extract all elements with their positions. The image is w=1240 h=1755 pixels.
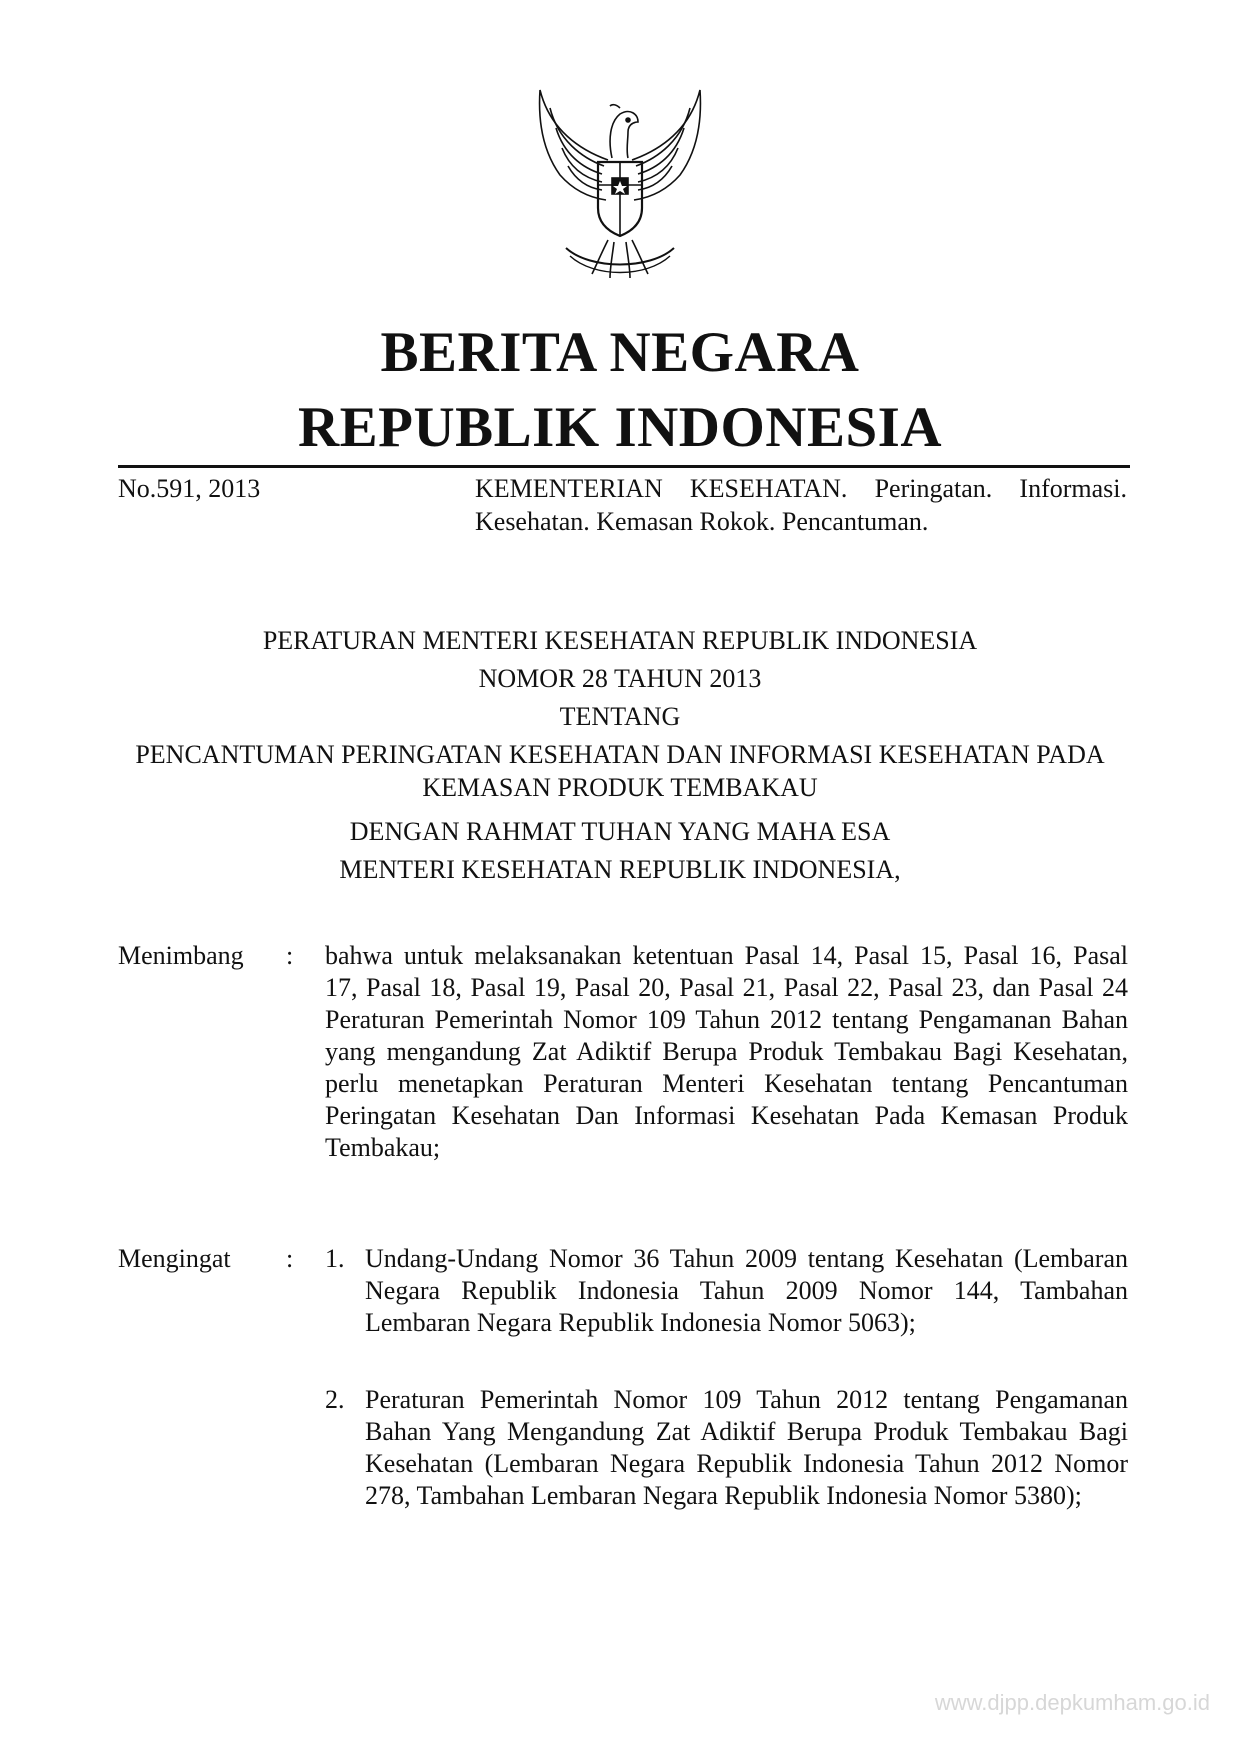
regulation-subject: PENCANTUMAN PERINGATAN KESEHATAN DAN INFORMASI KESEHATAN PADA KEMASAN PRODUK TEMBAKAU bbox=[135, 740, 1105, 802]
mengingat-item-text: Undang-Undang Nomor 36 Tahun 2009 tentang Kesehatan (Lembaran Negara Republik Indonesia Tahun 2009 Nomor 144, Tambahan Lembaran Negara Republik Indonesia Nomor 5063); bbox=[365, 1244, 1128, 1337]
mengingat-item-number: 2. bbox=[325, 1385, 345, 1414]
garuda-emblem-icon bbox=[520, 80, 720, 290]
mengingat-colon: : bbox=[286, 1244, 294, 1273]
masthead-title-line1: BERITA NEGARA bbox=[380, 321, 860, 384]
header-divider bbox=[118, 465, 1130, 468]
mengingat-item-number: 1. bbox=[325, 1244, 345, 1273]
menimbang-colon: : bbox=[286, 941, 294, 970]
notice-subject: KEMENTERIAN KESEHATAN. Peringatan. Informasi. Kesehatan. Kemasan Rokok. Pencantuman. bbox=[475, 474, 1127, 536]
notice-number: No.591, 2013 bbox=[118, 474, 261, 503]
masthead-title-line2: REPUBLIK INDONESIA bbox=[297, 396, 943, 459]
regulation-about: TENTANG bbox=[559, 702, 681, 731]
regulation-number: NOMOR 28 TAHUN 2013 bbox=[478, 664, 762, 693]
mengingat-item-text: Peraturan Pemerintah Nomor 109 Tahun 2012 tentang Pengamanan Bahan Yang Mengandung Zat Adiktif Berupa Produk Tembakau Bagi Kesehatan (Lembaran Negara Republik Indonesia Tahun 2012 Nomor 278, Tambahan Lembaran Negara Republik Indonesia Nomor 5380); bbox=[365, 1385, 1128, 1510]
menimbang-text: bahwa untuk melaksanakan ketentuan Pasal 14, Pasal 15, Pasal 16, Pasal 17, Pasal 18, Pasal 19, Pasal 20, Pasal 21, Pasal 22, Pasal 23, dan Pasal 24 Peraturan Pemerintah Nomor 109 Tahun 2012 tentang Pengamanan Bahan yang mengandung Zat Adiktif Berupa Produk Tembakau Bagi Kesehatan, perlu menetapkan Peraturan Menteri Kesehatan tentang Pencantuman Peringatan Kesehatan Dan Informasi Kesehatan Pada Kemasan Produk Tembakau; bbox=[325, 941, 1128, 1162]
regulation-issuer: MENTERI KESEHATAN REPUBLIK INDONESIA, bbox=[339, 855, 901, 884]
regulation-blessing: DENGAN RAHMAT TUHAN YANG MAHA ESA bbox=[349, 817, 891, 846]
watermark-url: www.djpp.depkumham.go.id bbox=[934, 1690, 1210, 1715]
menimbang-label: Menimbang bbox=[118, 941, 244, 970]
mengingat-label: Mengingat bbox=[118, 1244, 231, 1273]
regulation-title: PERATURAN MENTERI KESEHATAN REPUBLIK INDONESIA bbox=[262, 626, 978, 655]
